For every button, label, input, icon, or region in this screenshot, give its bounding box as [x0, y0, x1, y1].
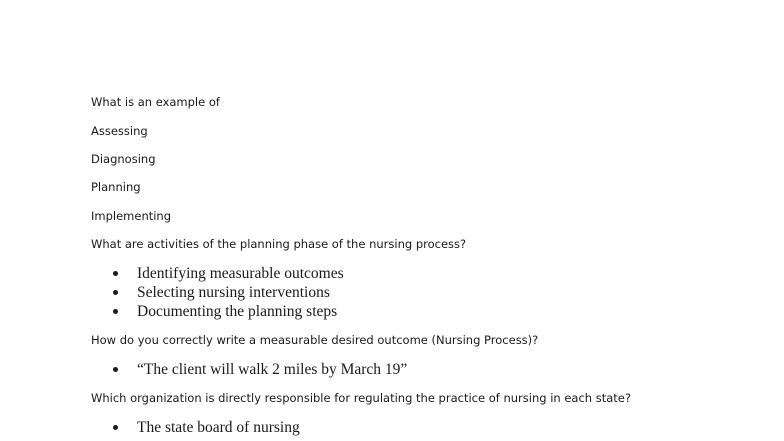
list-item	[110, 302, 344, 321]
list-item	[110, 360, 407, 379]
list-item	[110, 264, 344, 283]
bullet-icon	[113, 309, 118, 314]
list-item	[110, 418, 300, 437]
step-assessing: Assessing	[91, 124, 148, 138]
step-diagnosing: Diagnosing	[91, 152, 156, 166]
list-item-text: Selecting nursing interventions	[137, 284, 330, 301]
question-planning-activities: What are activities of the planning phase of the nursing process?	[91, 237, 467, 251]
bullet-icon	[113, 367, 118, 372]
list-item-text: The state board of nursing	[137, 419, 300, 436]
bullet-icon	[113, 290, 118, 295]
question-example-of: What is an example of	[91, 95, 220, 109]
question-measurable-outcome: How do you correctly write a measurable desired outcome (Nursing Process)?	[91, 333, 539, 347]
list-item-text: Identifying measurable outcomes	[137, 265, 344, 282]
bullet-icon	[113, 425, 118, 430]
bullet-icon	[113, 271, 118, 276]
step-planning: Planning	[91, 180, 141, 194]
regulating-organization-list	[110, 418, 300, 437]
planning-activities-list	[110, 264, 344, 321]
list-item	[110, 283, 344, 302]
list-item-text: Documenting the planning steps	[137, 303, 338, 320]
question-regulating-organization: Which organization is directly responsible for regulating the practice of nursing in each state?	[91, 391, 631, 405]
list-item-text: “The client will walk 2 miles by March 19”	[137, 361, 408, 378]
step-implementing: Implementing	[91, 209, 172, 223]
measurable-outcome-list	[110, 360, 407, 379]
